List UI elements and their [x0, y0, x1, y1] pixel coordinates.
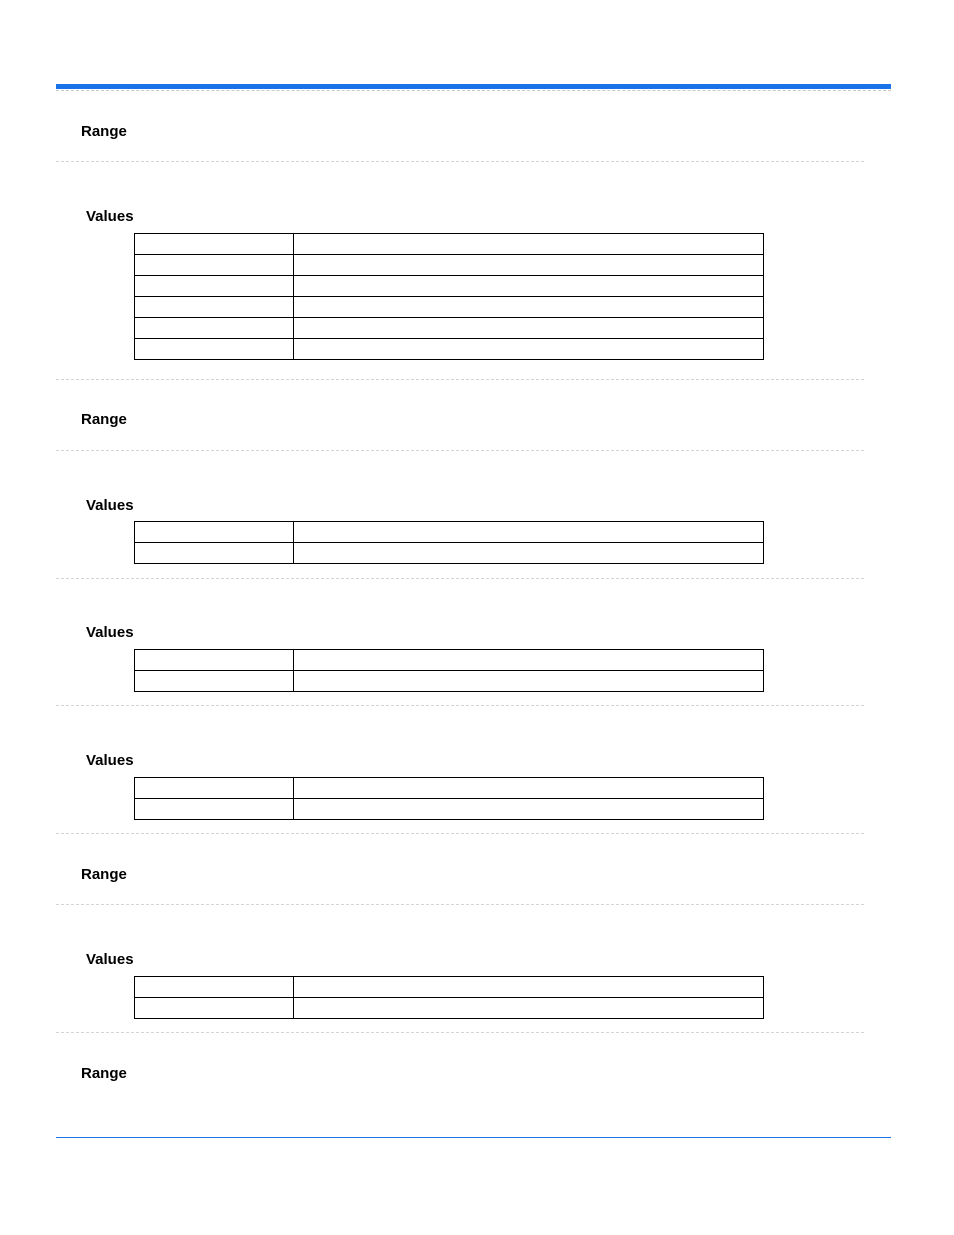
table-cell — [135, 276, 294, 297]
table-row — [135, 339, 764, 360]
section-separator — [56, 1032, 864, 1033]
section-separator — [56, 705, 864, 706]
section-separator — [56, 578, 864, 579]
values-heading: Values — [86, 497, 134, 514]
table-row — [135, 650, 764, 671]
range-heading: Range — [81, 866, 127, 883]
table-row — [135, 297, 764, 318]
table-cell — [294, 297, 764, 318]
table-cell — [294, 318, 764, 339]
table-cell — [135, 255, 294, 276]
table-cell — [135, 543, 294, 564]
section-separator — [56, 450, 864, 451]
table-cell — [135, 778, 294, 799]
table-cell — [135, 234, 294, 255]
table-cell — [135, 671, 294, 692]
table-row — [135, 998, 764, 1019]
section-separator — [56, 161, 864, 162]
table-cell — [294, 650, 764, 671]
table-row — [135, 276, 764, 297]
table-cell — [294, 778, 764, 799]
values-table — [134, 649, 764, 692]
table-cell — [135, 522, 294, 543]
table-cell — [294, 998, 764, 1019]
section-separator — [56, 833, 864, 834]
values-table — [134, 976, 764, 1019]
range-heading: Range — [81, 123, 127, 140]
values-table — [134, 777, 764, 820]
table-row — [135, 318, 764, 339]
table-cell — [294, 522, 764, 543]
table-cell — [294, 671, 764, 692]
header-dashed-rule — [56, 90, 891, 91]
table-cell — [135, 799, 294, 820]
table-row — [135, 799, 764, 820]
section-separator — [56, 379, 864, 380]
table-cell — [294, 276, 764, 297]
table-row — [135, 671, 764, 692]
table-cell — [294, 977, 764, 998]
table-cell — [135, 650, 294, 671]
values-heading: Values — [86, 208, 134, 225]
table-cell — [294, 799, 764, 820]
values-table — [134, 233, 764, 360]
table-cell — [294, 234, 764, 255]
header-accent-bar — [56, 84, 891, 89]
table-cell — [135, 339, 294, 360]
table-cell — [135, 998, 294, 1019]
values-table — [134, 521, 764, 564]
values-heading: Values — [86, 624, 134, 641]
table-row — [135, 778, 764, 799]
table-cell — [294, 543, 764, 564]
table-row — [135, 543, 764, 564]
values-heading: Values — [86, 752, 134, 769]
footer-rule — [56, 1137, 891, 1138]
table-row — [135, 255, 764, 276]
table-cell — [294, 255, 764, 276]
section-separator — [56, 904, 864, 905]
table-cell — [294, 339, 764, 360]
range-heading: Range — [81, 1065, 127, 1082]
table-cell — [135, 297, 294, 318]
values-heading: Values — [86, 951, 134, 968]
table-row — [135, 977, 764, 998]
table-row — [135, 522, 764, 543]
table-cell — [135, 977, 294, 998]
range-heading: Range — [81, 411, 127, 428]
table-row — [135, 234, 764, 255]
table-cell — [135, 318, 294, 339]
